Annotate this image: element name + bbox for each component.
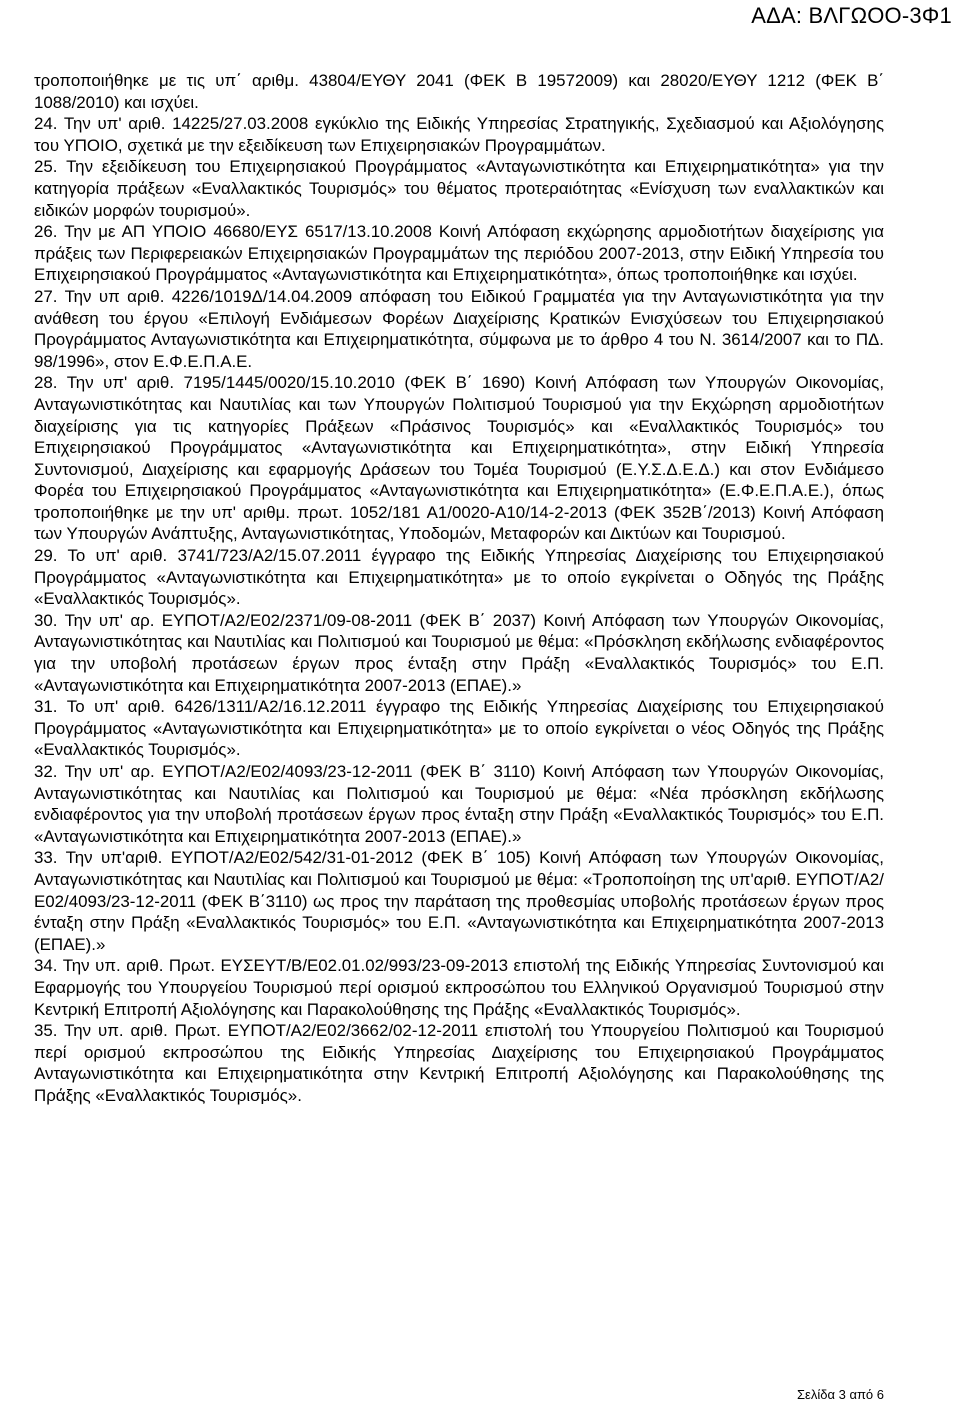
list-item-text: Το υπ' αριθ. 6426/1311/Α2/16.12.2011 έγγραφο της Ειδικής Υπηρεσίας Διαχείρισης του Επιχειρησιακού Προγράμματος «Ανταγωνιστικότητα και Επιχειρηματικότητα» με το οποίο εγκρίνεται ο νέος Οδηγός της Πράξης «Εναλλακτικός Τουρισμός». [34,697,884,760]
list-item-text: Την με ΑΠ ΥΠΟΙΟ 46680/ΕΥΣ 6517/13.10.2008 Κοινή Απόφαση εκχώρησης αρμοδιοτήτων διαχείρισης για πράξεις των Περιφερειακών Επιχειρησιακών Προγραμμάτων της περιόδου 2007-2013, στην Ειδική Υπηρεσία του Επιχειρησιακού Προγράμματος «Ανταγωνιστικότητα και Επιχειρηματικότητα», όπως τροποποιήθηκε και ισχύει. [34,222,885,285]
list-item-text: Την υπ' αριθ. 14225/27.03.2008 εγκύκλιο της Ειδικής Υπηρεσίας Στρατηγικής, Σχεδιασμού και Αξιολόγησης του ΥΠΟΙΟ, σχετικά με την εξειδίκευση των Επιχειρησιακών Προγραμμάτων. [34,114,884,155]
list-item [34,761,884,847]
list-item-text: Την υπ' αριθ. 7195/1445/0020/15.10.2010 (ΦΕΚ Β΄ 1690) Κοινή Απόφαση των Υπουργών Οικονομίας, Ανταγωνιστικότητας και Ναυτιλίας και των Υπουργών Πολιτισμού Τουρισμού για την Εκχώρηση αρμοδιοτήτων διαχείρισης για τις κατηγορίες Πράξεων «Πράσινος Τουρισμός» και «Εναλλακτικός Τουρισμός» του Επιχειρησιακού Προγράμματος «Ανταγωνιστικότητα και Επιχειρηματικότητα», στην Ειδική Υπηρεσία Συντονισμού, Διαχείρισης και εφαρμογής Δράσεων του Τομέα Τουρισμού (Ε.Υ.Σ.Δ.Ε.Δ.) και στον Ενδιάμεσο Φορέα του Επιχειρησιακού Προγράμματος «Ανταγωνιστικότητα και Επιχειρηματικότητα» (Ε.Φ.Ε.Π.Α.Ε.), όπως τροποποιήθηκε με την υπ' αριθμ. πρωτ. 1052/181 Α1/0020-Α10/14-2-2013 (ΦΕΚ 352Β΄/2013) Κοινή Απόφαση των Υπουργών Ανάπτυξης, Ανταγωνιστικότητας, Υποδομών, Μεταφορών και Δικτύων και Τουρισμού. [34,373,885,544]
list-item [34,372,884,545]
list-item-number: 32. [34,762,58,781]
list-item-text: Την εξειδίκευση του Επιχειρησιακού Προγράμματος «Ανταγωνιστικότητα και Επιχειρηματικότητα» για την κατηγορία πράξεων «Εναλλακτικός Τουρισμός» του θέματος προτεραιότητας «Ενίσχυση των εναλλακτικών και ειδικών μορφών τουρισμού». [34,157,884,220]
list-item-text: Την υπ. αριθ. Πρωτ. ΕΥΠΟΤ/Α2/Ε02/3662/02-12-2011 επιστολή του Υπουργείου Πολιτισμού και Τουρισμού περί ορισμού εκπροσώπου της Ειδικής Υπηρεσίας Διαχείρισης του Επιχειρησιακού Προγράμματος Ανταγωνιστικότητα και Επιχειρηματικότητα στην Κεντρική Επιτροπή Αξιολόγησης και Παρακολούθησης της Πράξης «Εναλλακτικός Τουρισμός». [34,1021,885,1105]
list-item-number: 24. [34,114,58,134]
list-item-number: 31. [34,697,58,717]
list-item [34,847,884,955]
list-item-text: Την υπ. αριθ. Πρωτ. ΕΥΣΕΥΤ/Β/Ε02.01.02/993/23-09-2013 επιστολή της Ειδικής Υπηρεσίας Συντονισμού και Εφαρμογής του Υπουργείου Τουρισμού περί ορισμού εκπροσώπου του Ελληνικού Οργανισμού Τουρισμού στην Κεντρική Επιτροπή Αξιολόγησης και Παρακολούθησης της Πράξης «Εναλλακτικός Τουρισμός». [34,956,884,1019]
list-item [34,1020,884,1106]
list-item-text: Την υπ αριθ. 4226/1019Δ/14.04.2009 απόφαση του Ειδικού Γραμματέα για την Ανταγωνιστικότητα για την ανάθεση του έργου «Επιλογή Ενδιάμεσων Φορέων Διαχείρισης Κρατικών Ενισχύσεων του Επιχειρησιακού Προγράμματος Ανταγωνιστικότητα και Επιχειρηματικότητα, σύμφωνα με το άρθρο 4 του Ν. 3614/2007 και το ΠΔ. 98/1996», στον Ε.Φ.Ε.Π.Α.Ε. [34,286,884,371]
list-item-number: 27. [34,286,58,306]
list-item-number: 34. [34,956,58,976]
list-item [34,610,884,696]
list-item-number: 25. [34,157,58,177]
page-number: Σελίδα 3 από 6 [797,1387,884,1402]
list-item-text: Το υπ' αριθ. 3741/723/Α2/15.07.2011 έγγραφο της Ειδικής Υπηρεσίας Διαχείρισης του Επιχειρησιακού Προγράμματος «Ανταγωνιστικότητα και Επιχειρηματικότητα» με το οποίο εγκρίνεται ο Οδηγός της Πράξης «Εναλλακτικός Τουρισμός». [34,546,884,609]
list-item-number: 28. [34,373,58,393]
ada-code: ΑΔΑ: ΒΛΓΩΟΟ-3Φ1 [751,3,952,28]
intro-paragraph: τροποποιήθηκε με τις υπ΄ αριθμ. 43804/ΕΥΘΥ 2041 (ΦΕΚ Β 19572009) και 28020/ΕΥΘΥ 1212 (ΦΕΚ Β΄ 1088/2010) και ισχύει. [34,71,884,112]
list-item-text: Την υπ'αριθ. ΕΥΠΟΤ/Α2/Ε02/542/31-01-2012 (ΦΕΚ Β΄ 105) Κοινή Απόφαση των Υπουργών Οικονομίας, Ανταγωνιστικότητας και Ναυτιλίας και Πολιτισμού και Τουρισμού με θέμα: «Τροποποίηση της υπ'αριθ. ΕΥΠΟΤ/Α2/Ε02/4093/23-12-2011 (ΦΕΚ Β΄3110) ως προς την παράταση της προθεσμίας υποβολής προτάσεων έργων προς ένταξη στην Πράξη «Εναλλακτικός Τουρισμός» του Ε.Π. «Ανταγωνιστικότητα και Επιχειρηματικότητα 2007-2013 (ΕΠΑΕ).» [34,848,885,954]
list-item-number: 26. [34,222,58,242]
list-item-text: Την υπ' αρ. ΕΥΠΟΤ/Α2/Ε02/4093/23-12-2011 (ΦΕΚ Β΄ 3110) Κοινή Απόφαση των Υπουργών Οικονομίας, Ανταγωνιστικότητας και Ναυτιλίας και Πολιτισμού και Τουρισμού με θέμα: «Νέα πρόσκληση εκδήλωσης ενδιαφέροντος για την υποβολή προτάσεων έργων προς ένταξη στην Πράξη «Εναλλακτικός Τουρισμός» του Ε.Π. «Ανταγωνιστικότητα και Επιχειρηματικότητα 2007-2013 (ΕΠΑΕ).» [34,762,884,846]
list-item [34,955,884,1020]
list-item [34,156,884,221]
list-item [34,696,884,761]
list-item [34,113,884,156]
numbered-list [34,113,884,1106]
list-item-text: Την υπ' αρ. ΕΥΠΟΤ/Α2/Ε02/2371/09-08-2011 (ΦΕΚ Β΄ 2037) Κοινή Απόφαση των Υπουργών Οικονομίας, Ανταγωνιστικότητας και Ναυτιλίας και Πολιτισμού και Τουρισμού με θέμα: «Πρόσκληση εκδήλωσης ενδιαφέροντος για την υποβολή προτάσεων έργων προς ένταξη στην Πράξη «Εναλλακτικός Τουρισμός» του Ε.Π. «Ανταγωνιστικότητα και Επιχειρηματικότητα 2007-2013 (ΕΠΑΕ).» [34,610,885,695]
list-item [34,286,884,372]
list-item [34,221,884,286]
list-item [34,545,884,610]
list-item-number: 33. [34,848,58,868]
list-item-number: 30. [34,610,58,630]
list-item-number: 35. [34,1021,58,1041]
list-item-number: 29. [34,546,58,566]
document-body [34,70,884,1107]
